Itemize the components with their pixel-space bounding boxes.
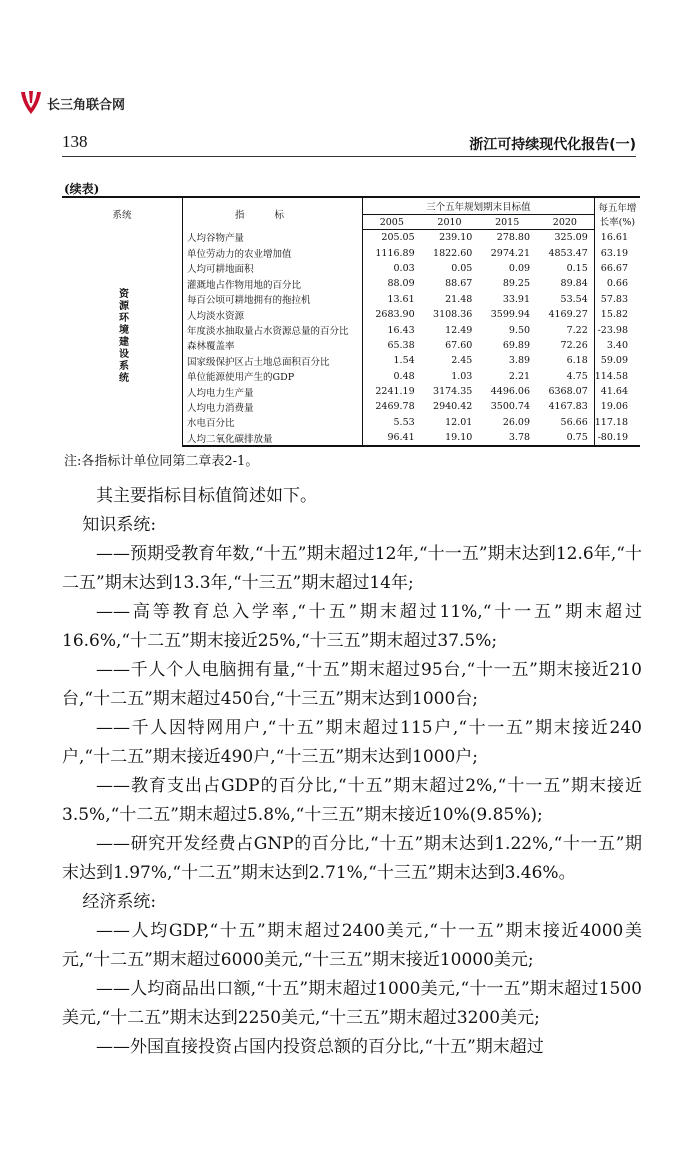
value-cell: 12.01 bbox=[445, 416, 473, 428]
value-cell: 6368.07 bbox=[548, 386, 588, 398]
page-header bbox=[62, 130, 636, 157]
page-number: 138 bbox=[62, 132, 88, 151]
value-cell: 3.89 bbox=[508, 355, 531, 367]
header-year: 2020 bbox=[536, 215, 594, 230]
indicator-cell: 年度淡水抽取量占水资源总量的百分比 bbox=[183, 322, 363, 337]
growth-rate-cell: 59.09 bbox=[594, 353, 640, 368]
value-cell: 2469.78 bbox=[375, 401, 415, 413]
indicator-cell: 人均淡水资源 bbox=[183, 307, 363, 322]
header-growth-rate: 每五年增长率(%) bbox=[594, 197, 640, 230]
value-cell: 1.03 bbox=[451, 370, 473, 382]
body-paragraph: ——教育支出占GDP的百分比,“十五”期末超过2%,“十一五”期末接近3.5%,“十二五”期末超过5.8%,“十三五”期末接近10%(9.85%); bbox=[62, 776, 642, 825]
growth-rate-cell: 114.58 bbox=[594, 369, 640, 384]
value-cell: 13.61 bbox=[387, 293, 415, 305]
growth-rate-cell: -23.98 bbox=[594, 322, 640, 337]
value-cell: 3500.74 bbox=[490, 401, 531, 413]
growth-rate-cell: 66.67 bbox=[594, 261, 640, 276]
indicator-cell: 人均电力生产量 bbox=[183, 384, 363, 399]
header-year: 2015 bbox=[478, 215, 536, 230]
value-cell: 1.54 bbox=[393, 355, 415, 367]
value-cell: 5.53 bbox=[393, 416, 415, 428]
value-cell: 89.25 bbox=[502, 278, 531, 290]
indicator-cell: 水电百分比 bbox=[183, 415, 363, 430]
body-paragraph: ——外国直接投资占国内投资总额的百分比,“十五”期末超过 bbox=[96, 1037, 544, 1057]
value-cell: 3108.36 bbox=[433, 309, 473, 321]
value-cell: 3599.94 bbox=[490, 309, 531, 321]
body-paragraph: ——高等教育总入学率,“十五”期末超过11%,“十一五”期末超过16.6%,“十二五”期末接近25%,“十三五”期末超过37.5%; bbox=[62, 602, 642, 651]
growth-rate-cell: 3.40 bbox=[594, 338, 640, 353]
body-paragraph: ——千人因特网用户,“十五”期末超过115户,“十一五”期末接近240户,“十二五”期末接近490户,“十三五”期末达到1000户; bbox=[62, 718, 642, 767]
value-cell: 2.45 bbox=[451, 355, 473, 367]
value-cell: 2940.42 bbox=[433, 401, 473, 413]
header-year: 2005 bbox=[362, 215, 420, 230]
growth-rate-cell: 63.19 bbox=[594, 245, 640, 260]
growth-rate-cell: 57.83 bbox=[594, 292, 640, 307]
value-cell: 4167.83 bbox=[548, 401, 588, 413]
body-paragraph: ——预期受教育年数,“十五”期末超过12年,“十一五”期末达到12.6年,“十二五”期末达到13.3年,“十三五”期末超过14年; bbox=[62, 544, 642, 593]
body-paragraph: ——研究开发经费占GNP的百分比,“十五”期末达到1.22%,“十一五”期末达到1.97%,“十二五”期末达到2.71%,“十三五”期末达到3.46%。 bbox=[62, 834, 642, 883]
indicator-table bbox=[62, 196, 640, 447]
value-cell: 325.09 bbox=[554, 232, 588, 244]
growth-rate-cell: 0.66 bbox=[594, 276, 640, 291]
value-cell: 4169.27 bbox=[548, 309, 588, 321]
value-cell: 1822.60 bbox=[433, 247, 473, 259]
header-indicator: 指标 bbox=[183, 197, 363, 230]
growth-rate-cell: 15.82 bbox=[594, 307, 640, 322]
site-logo-text: 长三角联合网 bbox=[47, 97, 126, 113]
value-cell: 0.03 bbox=[393, 262, 415, 274]
indicator-cell: 人均二氧化碳排放量 bbox=[183, 430, 363, 446]
section-heading: 知识系统: bbox=[82, 515, 157, 535]
value-cell: 88.09 bbox=[387, 278, 415, 290]
system-cell bbox=[62, 230, 183, 447]
indicator-cell: 灌溉地占作物用地的百分比 bbox=[183, 276, 363, 291]
value-cell: 88.67 bbox=[445, 278, 473, 290]
value-cell: 2241.19 bbox=[375, 386, 415, 398]
value-cell: 239.10 bbox=[439, 232, 473, 244]
value-cell: 4.75 bbox=[566, 370, 588, 382]
value-cell: 2683.90 bbox=[375, 309, 415, 321]
value-cell: 65.38 bbox=[387, 339, 415, 351]
indicator-cell: 森林覆盖率 bbox=[183, 338, 363, 353]
body-paragraph: ——人均商品出口额,“十五”期末超过1000美元,“十一五”期末超过1500美元,“十二五”期末达到2250美元,“十三五”期末超过3200美元; bbox=[62, 979, 642, 1028]
value-cell: 4496.06 bbox=[490, 386, 531, 398]
value-cell: 2.21 bbox=[508, 370, 531, 382]
growth-rate-cell: -80.19 bbox=[594, 430, 640, 446]
header-system: 系统 bbox=[62, 197, 183, 230]
growth-rate-cell: 117.18 bbox=[594, 415, 640, 430]
indicator-cell: 人均电力消费量 bbox=[183, 399, 363, 414]
value-cell: 72.26 bbox=[560, 339, 588, 351]
value-cell: 89.84 bbox=[560, 278, 588, 290]
value-cell: 16.43 bbox=[387, 324, 415, 336]
value-cell: 205.05 bbox=[381, 232, 415, 244]
body-paragraph: ——人均GDP,“十五”期末超过2400美元,“十一五”期末接近4000美元,“十二五”期末超过6000美元,“十三五”期末接近10000美元; bbox=[62, 921, 642, 970]
indicator-cell: 每百公顷可耕地拥有的拖拉机 bbox=[183, 292, 363, 307]
section-heading: 经济系统: bbox=[82, 892, 157, 912]
value-cell: 0.48 bbox=[393, 370, 415, 382]
value-cell: 1116.89 bbox=[375, 247, 415, 259]
table-continued-label: (续表) bbox=[64, 182, 100, 196]
body-paragraph: ——千人个人电脑拥有量,“十五”期末超过95台,“十一五”期末接近210台,“十二五”期末超过450台,“十三五”期末达到1000台; bbox=[62, 660, 642, 709]
indicator-cell: 单位能源使用产生的GDP bbox=[183, 369, 363, 384]
value-cell: 33.91 bbox=[502, 293, 531, 305]
value-cell: 9.50 bbox=[508, 324, 531, 336]
value-cell: 67.60 bbox=[445, 339, 473, 351]
value-cell: 0.75 bbox=[536, 430, 594, 446]
value-cell: 3.78 bbox=[478, 430, 536, 446]
value-cell: 3174.35 bbox=[433, 386, 473, 398]
value-cell: 53.54 bbox=[560, 293, 588, 305]
site-logo bbox=[18, 88, 125, 118]
value-cell: 0.05 bbox=[451, 262, 473, 274]
system-name: 资源环境建设系统 bbox=[116, 288, 128, 385]
value-cell: 6.18 bbox=[566, 355, 588, 367]
table-body bbox=[62, 230, 640, 447]
value-cell: 278.80 bbox=[496, 232, 531, 244]
site-logo-icon bbox=[18, 88, 44, 118]
growth-rate-cell: 16.61 bbox=[594, 230, 640, 246]
indicator-cell: 国家级保护区占土地总面积百分比 bbox=[183, 353, 363, 368]
header-target-group: 三个五年规划期末目标值 bbox=[362, 197, 594, 215]
value-cell: 21.48 bbox=[445, 293, 473, 305]
value-cell: 26.09 bbox=[502, 416, 531, 428]
value-cell: 56.66 bbox=[560, 416, 588, 428]
value-cell: 19.10 bbox=[421, 430, 479, 446]
value-cell: 2974.21 bbox=[490, 247, 531, 259]
value-cell: 4853.47 bbox=[548, 247, 588, 259]
value-cell: 96.41 bbox=[362, 430, 420, 446]
body-paragraph: 其主要指标目标值简述如下。 bbox=[96, 486, 317, 506]
value-cell: 69.89 bbox=[502, 339, 531, 351]
value-cell: 12.49 bbox=[445, 324, 473, 336]
running-title: 浙江可持续现代化报告(一) bbox=[469, 137, 636, 153]
growth-rate-cell: 41.64 bbox=[594, 384, 640, 399]
value-cell: 0.15 bbox=[566, 262, 588, 274]
header-year: 2010 bbox=[421, 215, 479, 230]
table-note: 注:各指标计单位同第二章表2-1。 bbox=[64, 454, 259, 469]
growth-rate-cell: 19.06 bbox=[594, 399, 640, 414]
body-text bbox=[62, 482, 642, 1062]
indicator-cell: 人均可耕地面积 bbox=[183, 261, 363, 276]
value-cell: 7.22 bbox=[566, 324, 588, 336]
table-row bbox=[62, 230, 640, 246]
value-cell: 0.09 bbox=[508, 262, 531, 274]
indicator-cell: 人均谷物产量 bbox=[183, 230, 363, 246]
indicator-cell: 单位劳动力的农业增加值 bbox=[183, 245, 363, 260]
